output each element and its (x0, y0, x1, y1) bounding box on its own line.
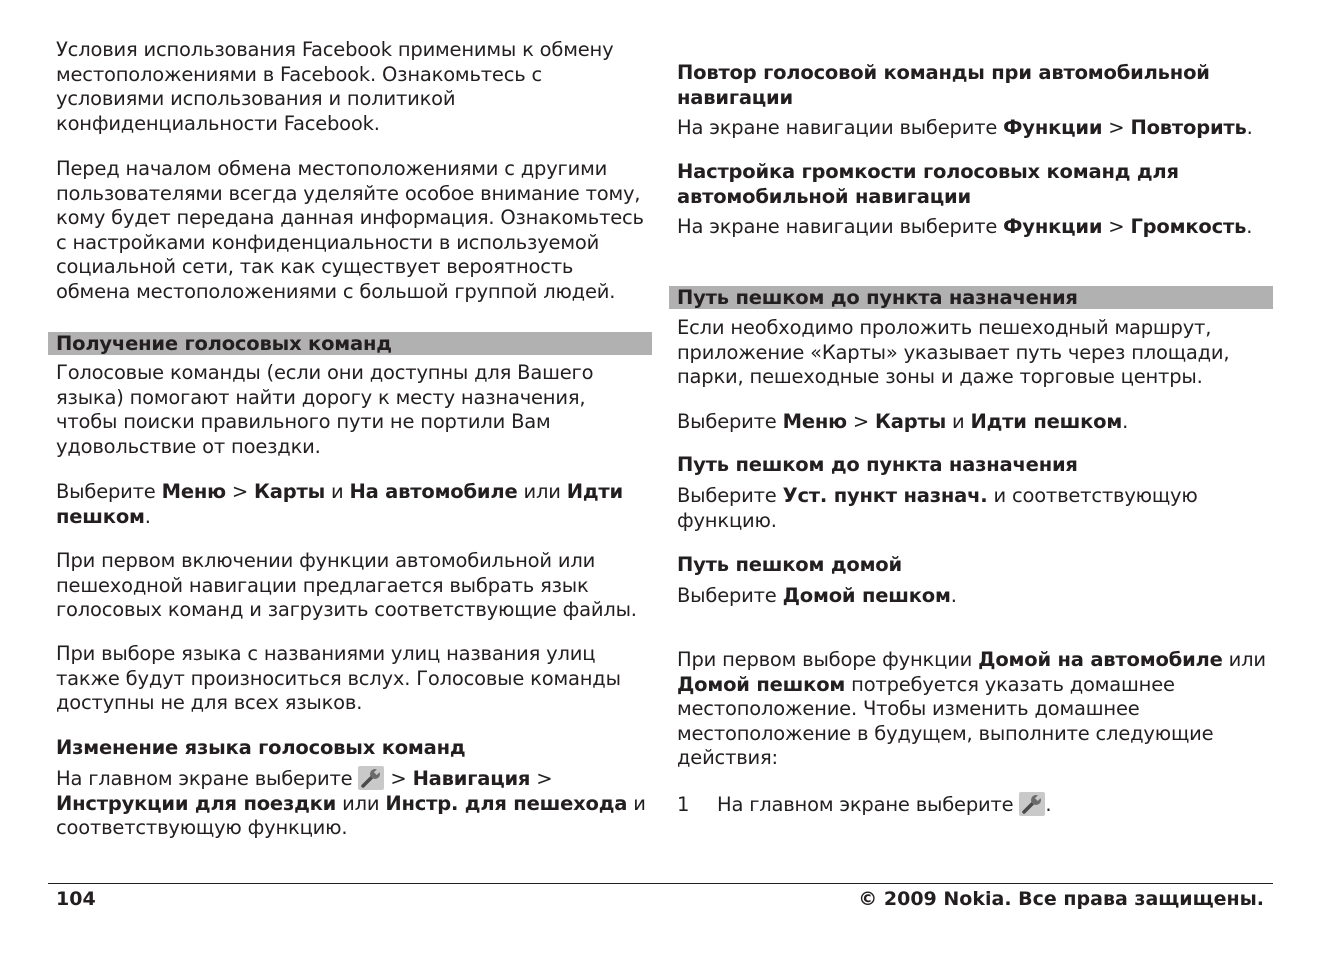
menu-item-drive: На автомобиле (349, 480, 518, 503)
paragraph-voice-select (56, 480, 652, 529)
paragraph-home-setup (677, 648, 1273, 771)
separator: > (384, 767, 413, 790)
text: и соответствующую функцию. (677, 484, 1198, 532)
subheading-walk-destination: Путь пешком до пункта назначения (677, 453, 1078, 476)
paragraph-set-destination (677, 484, 1273, 533)
menu-item-maps: Карты (875, 410, 947, 433)
text: На экране навигации выберите (677, 116, 1004, 139)
paragraph-volume (677, 215, 1273, 240)
menu-item-volume: Громкость (1130, 215, 1247, 238)
paragraph-change-language (56, 766, 652, 841)
menu-item-menu: Меню (161, 480, 226, 503)
text: . (1246, 215, 1253, 238)
list-item-step-1 (677, 792, 1273, 818)
footer-divider (48, 883, 1273, 884)
menu-item-navigation: Навигация (412, 767, 531, 790)
paragraph-walk-select (677, 410, 1273, 435)
section-title-text: Путь пешком до пункта назначения (677, 286, 1078, 309)
subheading-walk-home: Путь пешком домой (677, 553, 902, 576)
paragraph-facebook-terms: Условия использования Facebook применимы к обмену местоположениями в Facebook. Ознакомьтесь с условиями использования и политикой конфиденциальности Facebook. (56, 38, 614, 135)
paragraph-voice-intro: Голосовые команды (если они доступны для Вашего языка) помогают найти дорогу к месту назначения, чтобы поиски правильного пути не портили Вам удовольствие от поездки. (56, 361, 594, 458)
menu-item-walk-home: Домой пешком (677, 672, 846, 696)
paragraph-walk-intro: Если необходимо проложить пешеходный маршрут, приложение «Карты» указывает путь через площади, парки, пешеходные зоны и даже торговые центры. (677, 316, 1230, 389)
paragraph-street-names: При выборе языка с названиями улиц названия улиц также будут произноситься вслух. Голосовые команды доступны не для всех языков. (56, 642, 621, 715)
menu-item-options: Функции (1003, 116, 1103, 139)
text: или (1222, 648, 1266, 671)
menu-item-walk-instructions: Инстр. для пешехода (385, 791, 628, 815)
menu-item-walk-home: Домой пешком (782, 584, 951, 607)
menu-item-set-destination: Уст. пункт назнач. (782, 484, 988, 507)
step-number: 1 (677, 793, 690, 816)
menu-item-maps: Карты (254, 480, 326, 503)
text: и соответствующую функцию. (56, 791, 646, 840)
text: или (336, 791, 386, 815)
subheading-repeat-command: Повтор голосовой команды при автомобильной навигации (677, 61, 1210, 109)
menu-item-walk: Идти пешком (56, 480, 623, 528)
text: или (517, 480, 567, 503)
text: Выберите (56, 480, 162, 503)
section-title-voice-commands (48, 332, 652, 355)
separator: > (1102, 215, 1131, 238)
text: Выберите (677, 584, 783, 607)
text: На экране навигации выберите (677, 215, 1004, 238)
menu-item-options: Функции (1003, 215, 1103, 238)
text: . (1246, 116, 1253, 139)
text: . (144, 504, 151, 528)
subheading-change-language: Изменение языка голосовых команд (56, 736, 466, 759)
text: На главном экране выберите (56, 767, 359, 790)
text: . (950, 584, 957, 607)
paragraph-first-use: При первом включении функции автомобильной или пешеходной навигации предлагается выбрать язык голосовых команд и загрузить соответствующие файлы. (56, 549, 637, 622)
separator: > (846, 410, 876, 433)
text: . (1122, 410, 1129, 433)
section-title-walk-destination (669, 286, 1273, 309)
text: потребуется указать домашнее местоположение. Чтобы изменить домашнее местоположение в будущем, выполните следующие действия: (677, 672, 1214, 770)
wrench-icon (358, 766, 384, 790)
menu-item-walk: Идти пешком (970, 410, 1123, 433)
menu-item-repeat: Повторить (1130, 116, 1247, 139)
section-title-text: Получение голосовых команд (56, 332, 392, 355)
text: При первом выборе функции (677, 648, 979, 671)
separator: > (1102, 116, 1131, 139)
separator: > (530, 767, 553, 790)
menu-item-menu: Меню (782, 410, 847, 433)
menu-item-drive-home: Домой на автомобиле (978, 648, 1223, 671)
paragraph-privacy-warning: Перед началом обмена местоположениями с другими пользователями всегда уделяйте особое внимание тому, кому будет передана данная информация. Ознакомьтесь с настройками конфиденциальности в используемой социальной сети, так как существует вероятность обмена местоположениями с большой группой людей. (56, 157, 644, 303)
text: . (1045, 793, 1052, 816)
paragraph-walk-home (677, 584, 1273, 609)
text: и (946, 410, 971, 433)
paragraph-repeat-command (677, 116, 1273, 141)
separator: > (225, 480, 255, 503)
menu-item-drive-instructions: Инструкции для поездки (56, 791, 337, 815)
text: Выберите (677, 484, 783, 507)
page-number: 104 (56, 888, 96, 910)
text: На главном экране выберите (717, 793, 1020, 816)
text: Выберите (677, 410, 783, 433)
copyright: © 2009 Nokia. Все права защищены. (858, 888, 1264, 910)
wrench-icon (1019, 792, 1045, 816)
text: и (325, 480, 350, 503)
subheading-volume: Настройка громкости голосовых команд для автомобильной навигации (677, 160, 1179, 208)
